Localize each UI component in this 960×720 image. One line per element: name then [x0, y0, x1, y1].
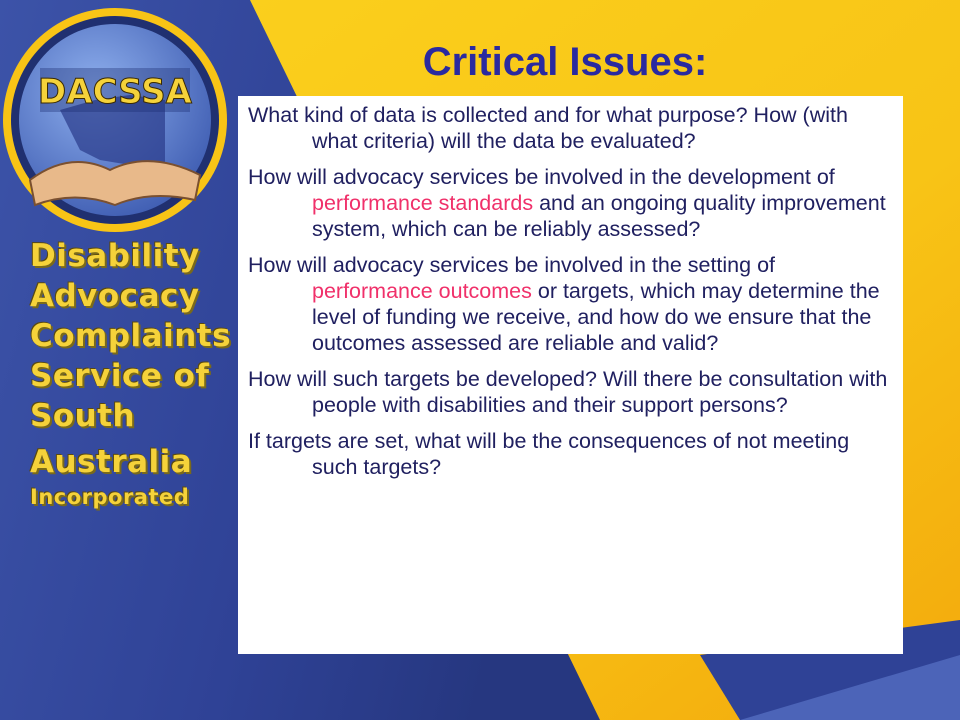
issue-paragraph	[248, 164, 895, 242]
issue-paragraph	[248, 366, 895, 418]
org-name-line: Australia	[30, 444, 193, 480]
svg-text:DACSSA: DACSSA	[38, 72, 192, 112]
org-name-line: Complaints	[30, 318, 232, 354]
issue-text: How will advocacy services be involved in the setting of	[248, 253, 776, 277]
issue-text: If targets are set, what will be the consequences of not meeting such targets?	[248, 429, 850, 479]
issue-text: What kind of data is collected and for what purpose? How (with what criteria) will the data be evaluated?	[248, 103, 848, 153]
highlighted-term: performance standards	[312, 191, 534, 215]
issue-text: and an ongoing quality improvement system, which can be reliably assessed?	[312, 191, 886, 241]
org-name-line: Advocacy	[30, 278, 200, 314]
issue-paragraph	[248, 428, 895, 480]
organization-name	[30, 236, 231, 512]
org-name-incorporated: Incorporated	[30, 485, 190, 509]
org-name-line: Disability	[30, 238, 200, 274]
org-name-line: Service of	[30, 358, 210, 394]
issue-paragraph	[248, 252, 895, 356]
highlighted-term: performance outcomes	[312, 279, 532, 303]
issue-paragraph	[248, 102, 895, 154]
content-panel	[238, 96, 903, 654]
issue-text: How will advocacy services be involved in the development of	[248, 165, 835, 189]
slide-title: Critical Issues:	[422, 40, 708, 84]
org-name-line: South	[30, 398, 136, 434]
issue-text: How will such targets be developed? Will there be consultation with people with disabilities and their support persons?	[248, 367, 888, 417]
dacssa-logo	[3, 8, 227, 232]
issue-text: or targets, which may determine the level of funding we receive, and how do we ensure that the outcomes assessed are reliable and valid?	[312, 279, 880, 355]
